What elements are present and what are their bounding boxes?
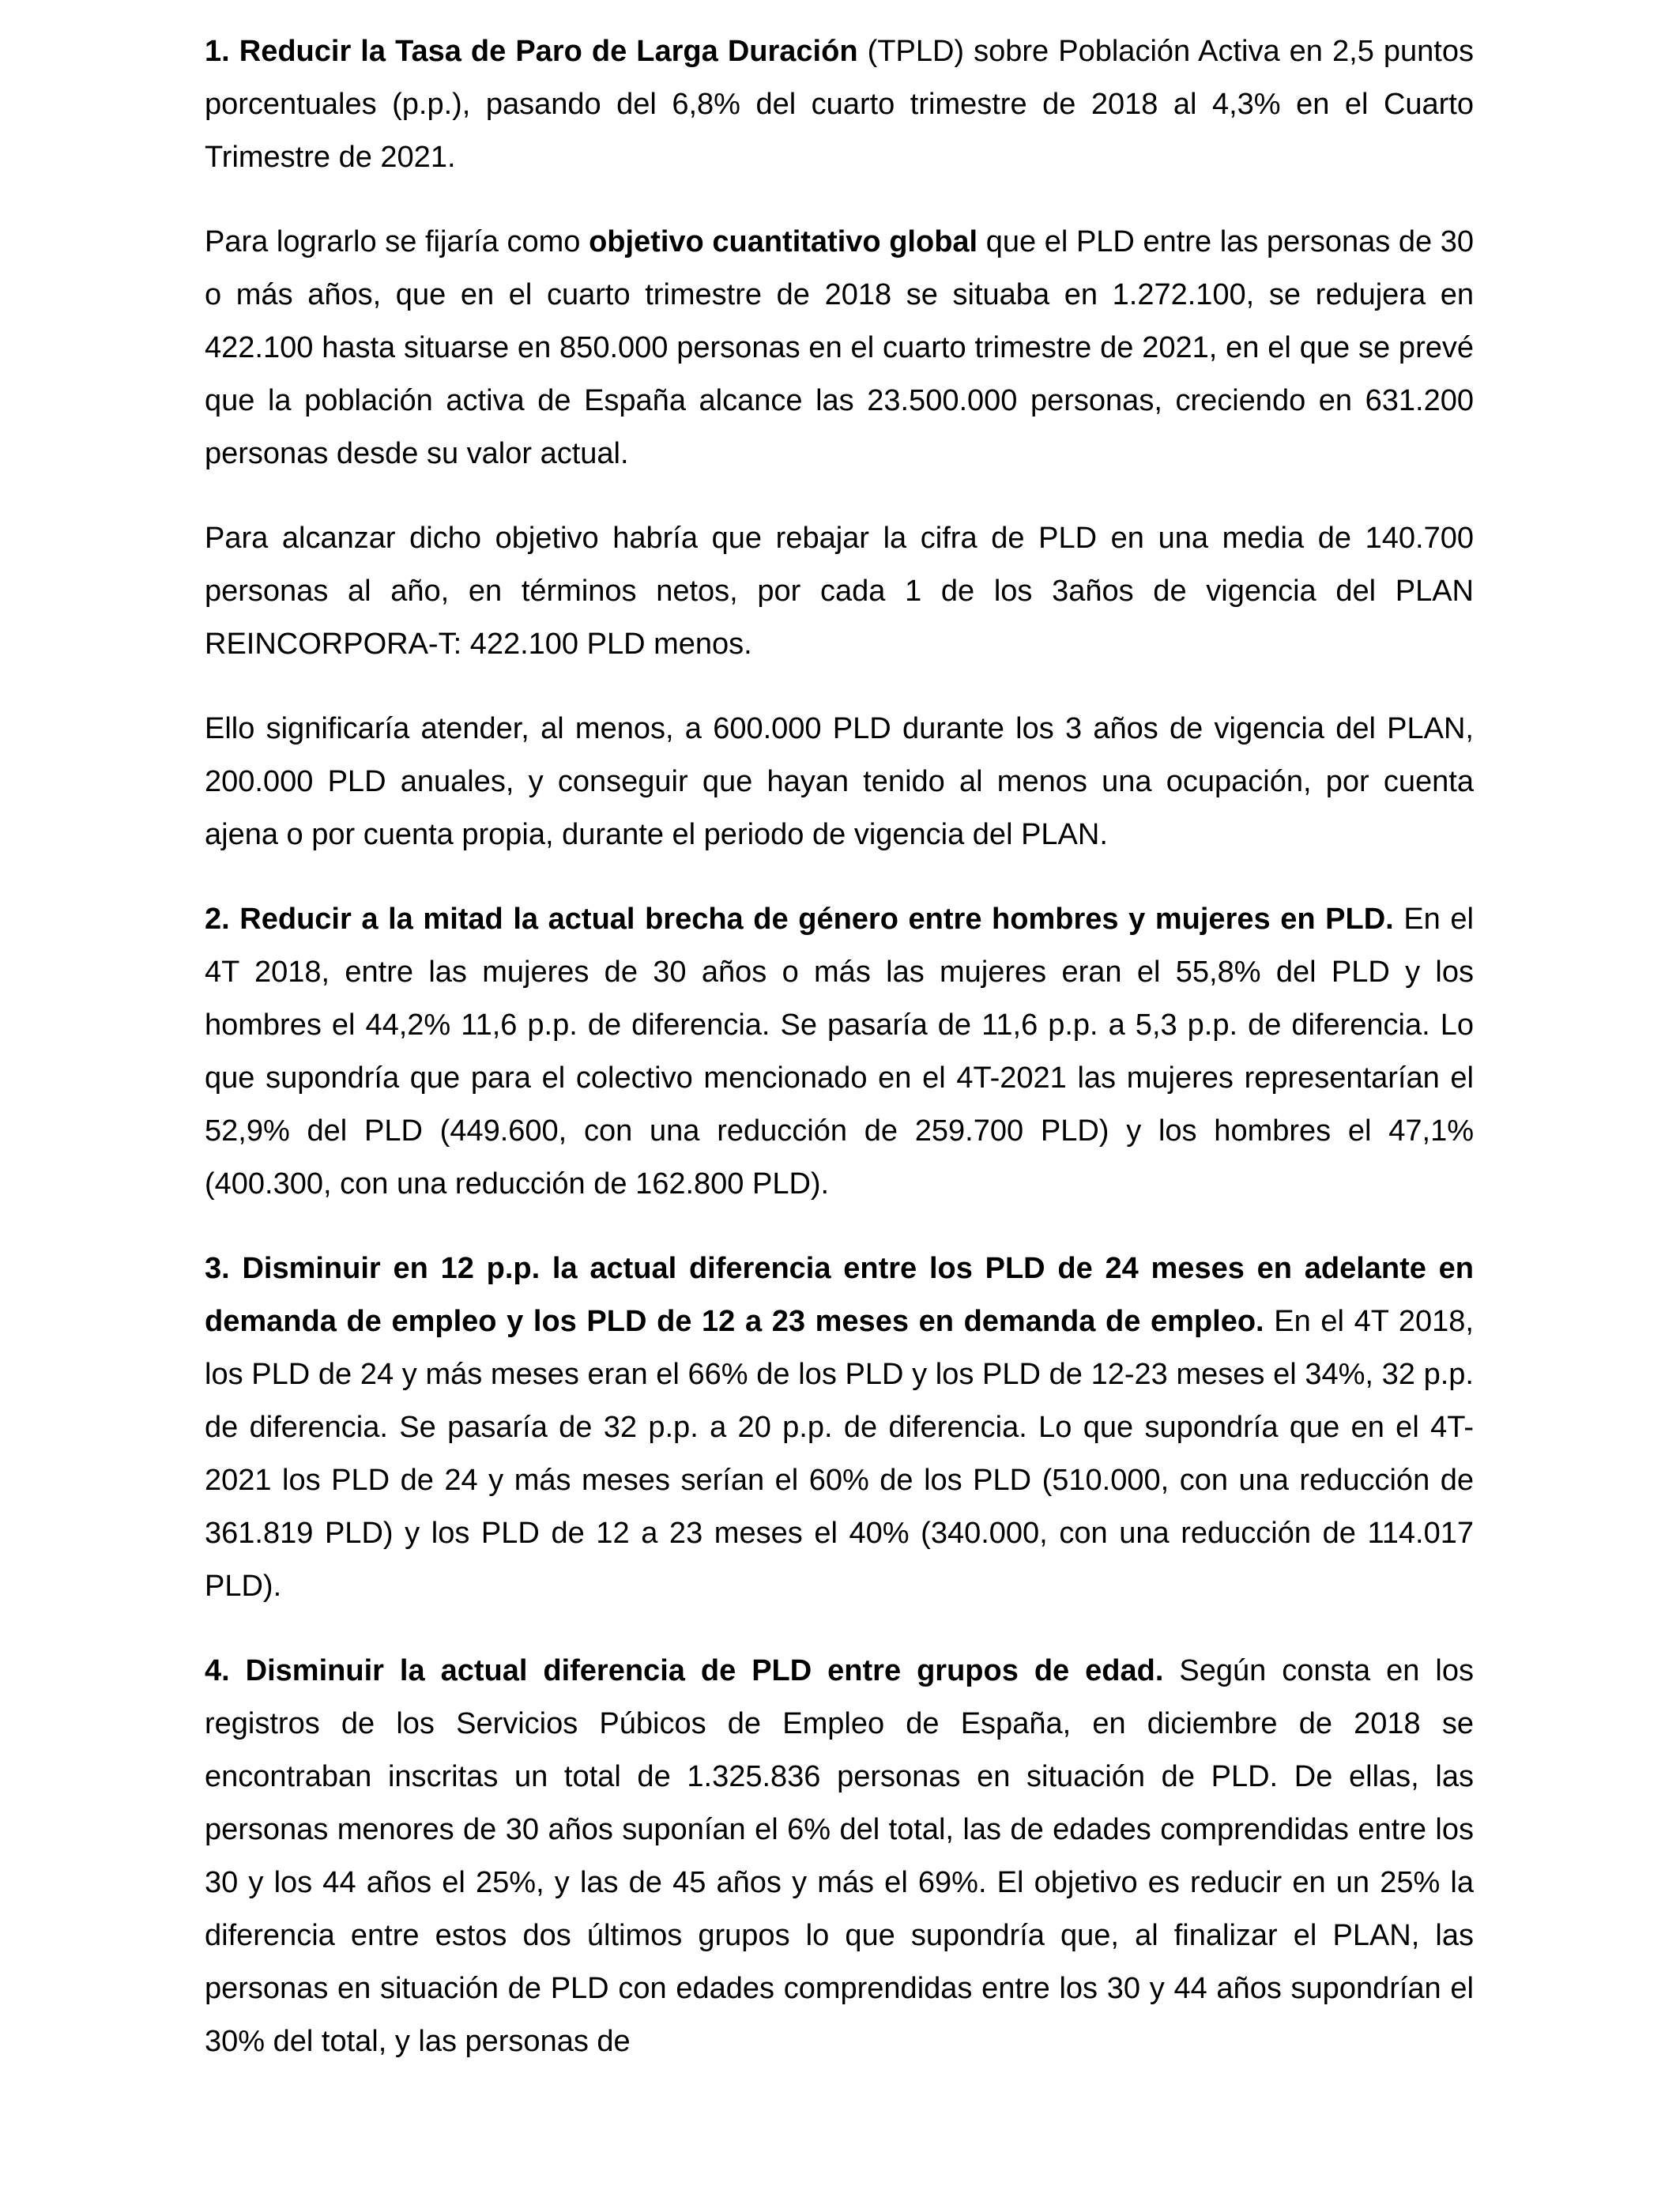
annual-target-paragraph	[205, 512, 1474, 671]
objective-3-paragraph	[205, 1242, 1474, 1613]
global-objective-intro: Para lograrlo se fijaría como	[205, 225, 590, 258]
objective-1-paragraph	[205, 25, 1474, 184]
objective-3-text: En el 4T 2018, los PLD de 24 y más meses eran el 66% de los PLD y los PLD de 12-23 meses el 34%, 32 p.p. de diferencia. Se pasaría de 32 p.p. a 20 p.p. de diferencia. Lo que supondría que en el 4T-2021 los PLD de 24 y más meses serían el 60% de los PLD (510.000, con una reducción de 361.819 PLD) y los PLD de 12 a 23 meses el 40% (340.000, con una reducción de 114.017 PLD).	[205, 1305, 1474, 1603]
attention-target-text: Ello significaría atender, al menos, a 600.000 PLD durante los 3 años de vigencia del PLAN, 200.000 PLD anuales, y conseguir que hayan tenido al menos una ocupación, por cuenta ajena o por cuenta propia, durante el periodo de vigencia del PLAN.	[205, 712, 1474, 851]
objective-2-heading: 2. Reducir a la mitad la actual brecha de género entre hombres y mujeres en PLD.	[205, 903, 1394, 936]
objective-2-paragraph	[205, 893, 1474, 1211]
global-objective-emphasis: objetivo cuantitativo global	[589, 225, 978, 258]
document-page	[205, 25, 1474, 2100]
objective-1-heading: 1. Reducir la Tasa de Paro de Larga Duración	[205, 35, 858, 68]
objective-2-text: En el 4T 2018, entre las mujeres de 30 años o más las mujeres eran el 55,8% del PLD y los hombres el 44,2% 11,6 p.p. de diferencia. Se pasaría de 11,6 p.p. a 5,3 p.p. de diferencia. Lo que supondría que para el colectivo mencionado en el 4T-2021 las mujeres representarían el 52,9% del PLD (449.600, con una reducción de 259.700 PLD) y los hombres el 47,1% (400.300, con una reducción de 162.800 PLD).	[205, 903, 1474, 1201]
global-objective-text: que el PLD entre las personas de 30 o más años, que en el cuarto trimestre de 2018 se situaba en 1.272.100, se redujera en 422.100 hasta situarse en 850.000 personas en el cuarto trimestre de 2021, en el que se prevé que la población activa de España alcance las 23.500.000 personas, creciendo en 631.200 personas desde su valor actual.	[205, 225, 1474, 470]
global-objective-paragraph	[205, 216, 1474, 481]
attention-target-paragraph	[205, 703, 1474, 861]
objective-4-heading: 4. Disminuir la actual diferencia de PLD entre grupos de edad.	[205, 1654, 1164, 1687]
objective-4-paragraph	[205, 1645, 1474, 2068]
objective-3-heading: 3. Disminuir en 12 p.p. la actual diferencia entre los PLD de 24 meses en adelante en demanda de empleo y los PLD de 12 a 23 meses en demanda de empleo.	[205, 1252, 1474, 1338]
objective-4-text: Según consta en los registros de los Servicios Púbicos de Empleo de España, en diciembre de 2018 se encontraban inscritas un total de 1.325.836 personas en situación de PLD. De ellas, las personas menores de 30 años suponían el 6% del total, las de edades comprendidas entre los 30 y los 44 años el 25%, y las de 45 años y más el 69%. El objetivo es reducir en un 25% la diferencia entre estos dos últimos grupos lo que supondría que, al finalizar el PLAN, las personas en situación de PLD con edades comprendidas entre los 30 y 44 años supondrían el 30% del total, y las personas de	[205, 1654, 1474, 2058]
annual-target-text: Para alcanzar dicho objetivo habría que rebajar la cifra de PLD en una media de 140.700 personas al año, en términos netos, por cada 1 de los 3años de vigencia del PLAN REINCORPORA-T: 422.100 PLD menos.	[205, 522, 1474, 661]
objective-1-text: (TPLD) sobre Población Activa en 2,5 puntos porcentuales (p.p.), pasando del 6,8% del cuarto trimestre de 2018 al 4,3% en el Cuarto Trimestre de 2021.	[205, 35, 1474, 174]
